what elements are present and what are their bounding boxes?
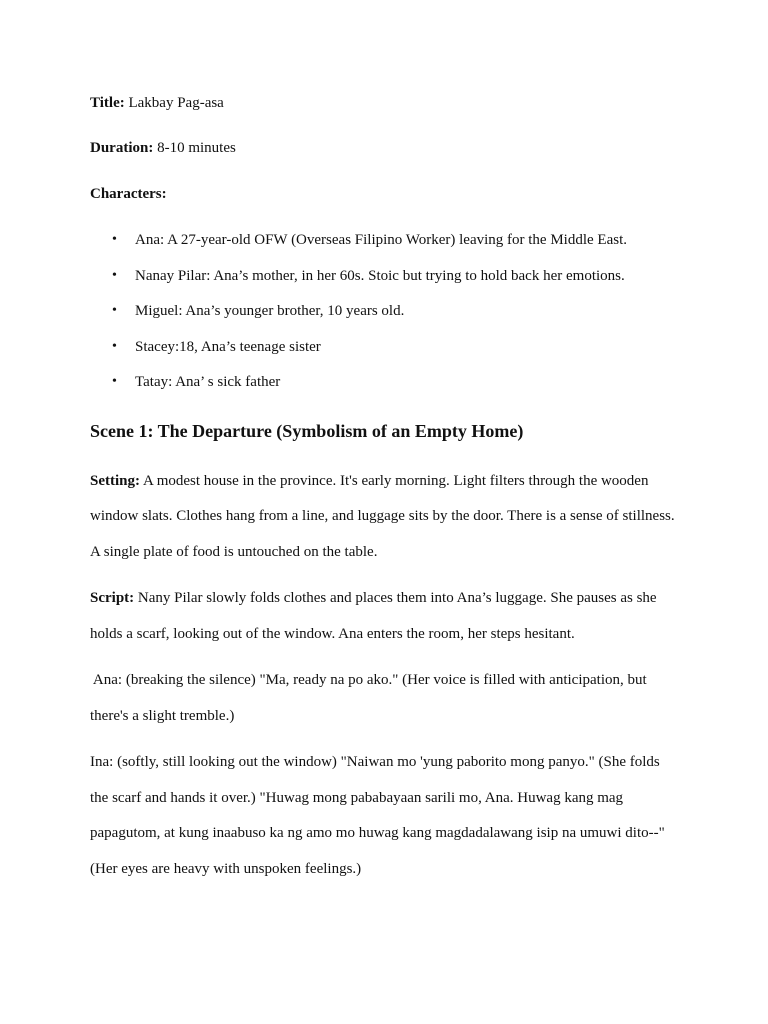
duration-line xyxy=(90,139,236,157)
character-text: Ana: A 27-year-old OFW (Overseas Filipino Worker) leaving for the Middle East. xyxy=(135,232,627,248)
setting-line: A single plate of food is untouched on the table. xyxy=(90,544,378,560)
bullet-icon: • xyxy=(112,232,117,247)
setting-line: window slats. Clothes hang from a line, and luggage sits by the door. There is a sense of stillness. xyxy=(90,508,675,524)
ana-dialogue-line: there's a slight tremble.) xyxy=(90,708,235,724)
ina-dialogue-line: (Her eyes are heavy with unspoken feelings.) xyxy=(90,861,362,877)
script-text: Nany Pilar slowly folds clothes and places them into Ana’s luggage. She pauses as she xyxy=(137,590,657,606)
title-label: Title: xyxy=(90,95,125,111)
character-text: Miguel: Ana’s younger brother, 10 years old. xyxy=(135,303,405,319)
bullet-icon: • xyxy=(112,374,117,389)
ana-dialogue-line: Ana: (breaking the silence) "Ma, ready na po ako." (Her voice is filled with anticipation, but xyxy=(90,672,647,688)
setting-text: A modest house in the province. It's early morning. Light filters through the wooden xyxy=(142,473,649,489)
ina-dialogue-line: Ina: (softly, still looking out the window) "Naiwan mo 'yung paborito mong panyo." (She folds xyxy=(90,754,660,770)
duration-label: Duration: xyxy=(90,140,154,156)
bullet-icon: • xyxy=(112,268,117,283)
ina-dialogue-line: the scarf and hands it over.) "Huwag mong pababayaan sarili mo, Ana. Huwag kang mag xyxy=(90,790,624,806)
setting-line xyxy=(90,472,648,490)
bullet-icon: • xyxy=(112,339,117,354)
bullet-icon: • xyxy=(112,303,117,318)
title-value: Lakbay Pag-asa xyxy=(128,95,224,111)
scene-heading: Scene 1: The Departure (Symbolism of an Empty Home) xyxy=(90,421,524,441)
character-text: Nanay Pilar: Ana’s mother, in her 60s. Stoic but trying to hold back her emotions. xyxy=(135,268,625,284)
characters-label-line xyxy=(90,185,167,203)
characters-label: Characters: xyxy=(90,186,167,202)
script-line: holds a scarf, looking out of the window. Ana enters the room, her steps hesitant. xyxy=(90,626,575,642)
setting-label: Setting: xyxy=(90,473,140,489)
title-line xyxy=(90,94,224,112)
script-label: Script: xyxy=(90,590,135,606)
ina-dialogue-line: papagutom, at kung inaabuso ka ng amo mo huwag kang magdadalawang isip na umuwi dito--" xyxy=(90,825,665,841)
character-text: Tatay: Ana’ s sick father xyxy=(135,374,281,390)
duration-value: 8-10 minutes xyxy=(157,140,236,156)
script-line xyxy=(90,589,657,607)
character-text: Stacey:18, Ana’s teenage sister xyxy=(135,339,321,355)
